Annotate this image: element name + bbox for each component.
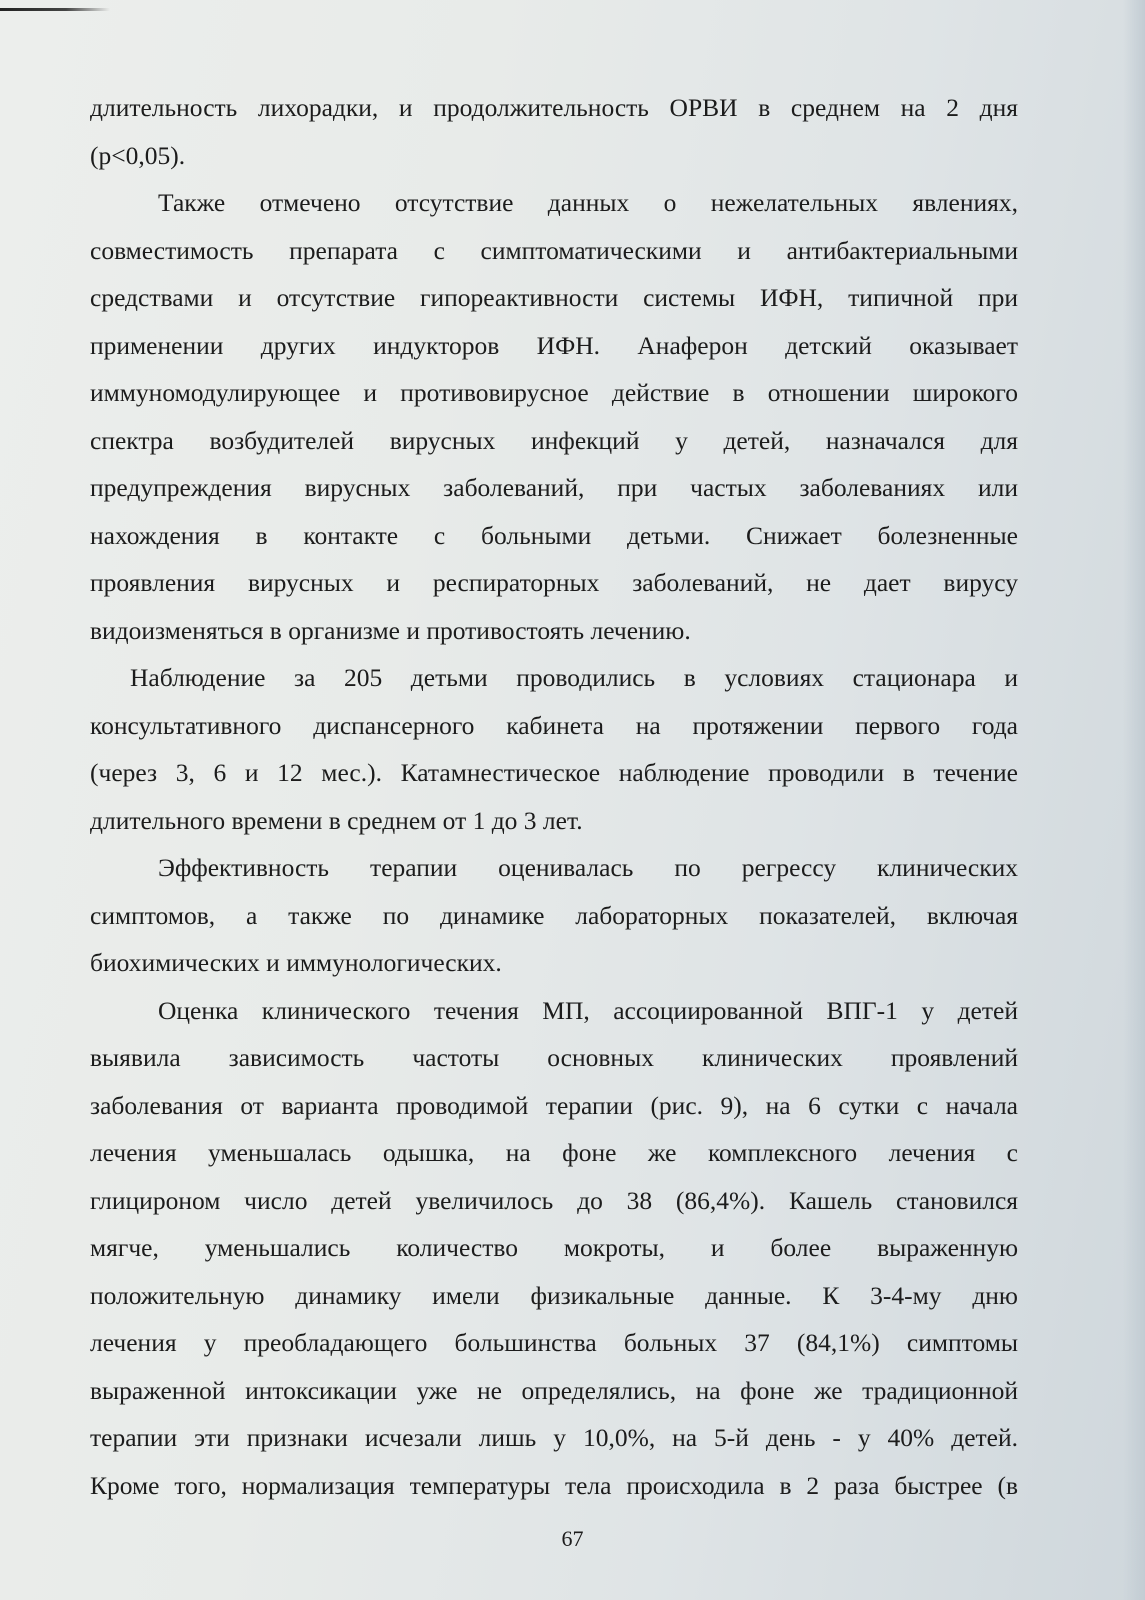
body-text: [90, 84, 1018, 1509]
text-line: Кроме того, нормализация температуры тела происходила в 2 раза быстрее (в: [90, 1470, 1018, 1500]
text-line: положительную динамику имели физикальные данные. К 3-4-му дню: [90, 1280, 1018, 1310]
paragraph-first-line: Оценка клинического течения МП, ассоциированной ВПГ-1 у детей: [158, 995, 1018, 1025]
text-line: мягче, уменьшались количество мокроты, и более выраженную: [90, 1233, 1018, 1262]
text-line: выраженной интоксикации уже не определялись, на фоне же традиционной: [90, 1375, 1018, 1405]
page-number: 67: [561, 1526, 584, 1551]
text-line: выявила зависимость частоты основных клинических проявлений: [90, 1043, 1018, 1072]
text-line: спектра возбудителей вирусных инфекций у детей, назначался для: [90, 425, 1018, 455]
text-line: видоизменяться в организме и противостоять лечению.: [90, 615, 691, 645]
text-line: (через 3, 6 и 12 мес.). Катамнестическое наблюдение проводили в течение: [90, 758, 1018, 787]
text-line: лечения уменьшалась одышка, на фоне же комплексного лечения с: [90, 1138, 1018, 1167]
text-line: средствами и отсутствие гипореактивности системы ИФН, типичной при: [90, 283, 1018, 312]
paragraph-first-line: Наблюдение за 205 детьми проводились в условиях стационара и: [130, 663, 1018, 692]
paragraph-first-line: Также отмечено отсутствие данных о нежелательных явлениях,: [158, 188, 1018, 217]
text-line: совместимость препарата с симптоматическими и антибактериальными: [90, 235, 1018, 265]
text-line: предупреждения вирусных заболеваний, при частых заболеваниях или: [90, 473, 1018, 502]
text-line: биохимических и иммунологических.: [90, 948, 502, 977]
text-line: проявления вирусных и респираторных заболеваний, не дает вирусу: [90, 568, 1018, 597]
scan-artifact-mark: [0, 8, 110, 11]
text-line: нахождения в контакте с больными детьми. Снижает болезненные: [90, 520, 1018, 550]
text-line: длительность лихорадки, и продолжительность ОРВИ в среднем на 2 дня: [90, 93, 1018, 122]
text-line: консультативного диспансерного кабинета на протяжении первого года: [90, 710, 1018, 740]
text-line: применении других индукторов ИФН. Анаферон детский оказывает: [90, 330, 1018, 360]
text-line: симптомов, а также по динамике лабораторных показателей, включая: [90, 900, 1018, 930]
scan-shadow-edge: [1123, 0, 1145, 1600]
text-line: (р<0,05).: [90, 140, 186, 170]
paragraph-first-line: Эффективность терапии оценивалась по регрессу клинических: [158, 853, 1018, 882]
text-line: длительного времени в среднем от 1 до 3 лет.: [90, 805, 583, 835]
text-line: иммуномодулирующее и противовирусное действие в отношении широкого: [90, 378, 1018, 407]
text-line: лечения у преобладающего большинства больных 37 (84,1%) симптомы: [90, 1328, 1018, 1357]
text-line: заболевания от варианта проводимой терапии (рис. 9), на 6 сутки с начала: [90, 1090, 1018, 1120]
text-line: терапии эти признаки исчезали лишь у 10,0%, на 5-й день - у 40% детей.: [90, 1423, 1018, 1452]
text-line: глициpоном число детей увеличилось до 38 (86,4%). Кашель становился: [90, 1185, 1018, 1215]
